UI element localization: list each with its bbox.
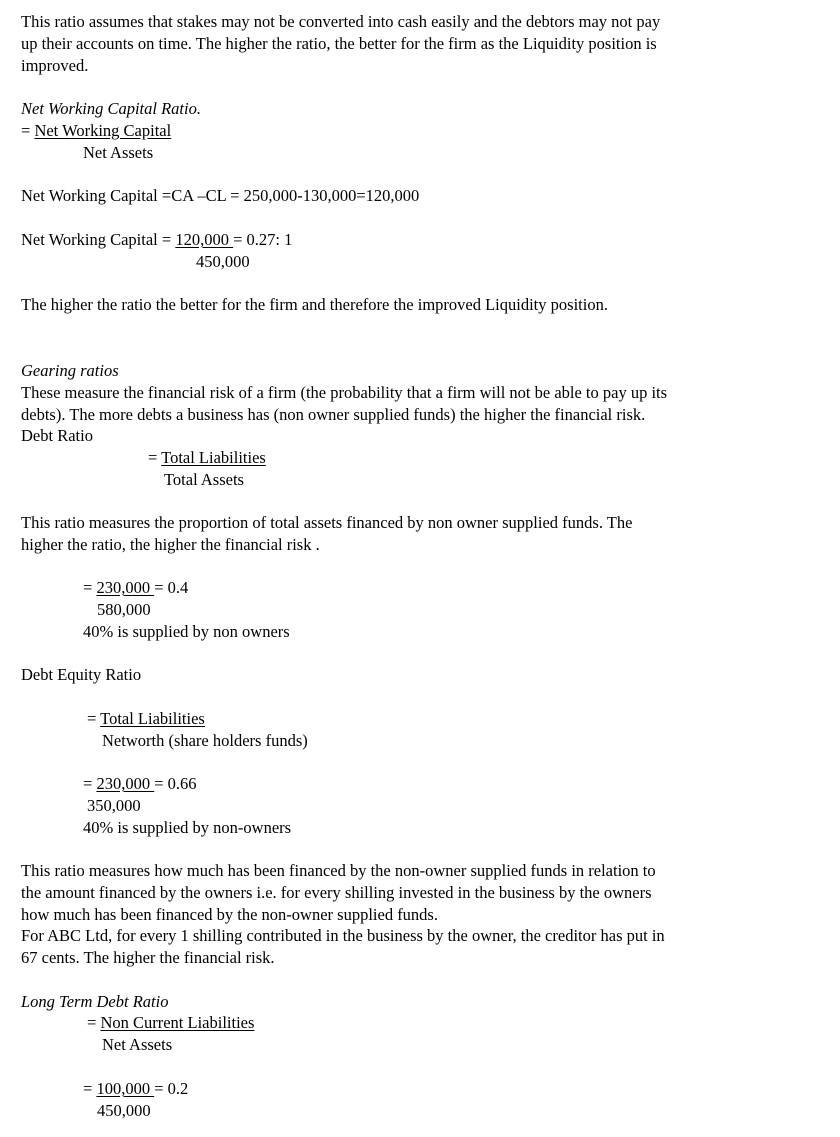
debt-ratio-note-2: higher the ratio, the higher the financial risk .: [21, 535, 320, 554]
ltd-heading: Long Term Debt Ratio: [21, 992, 169, 1011]
equals-sign: =: [83, 578, 97, 597]
ltd-calc-result: = 0.2: [154, 1079, 189, 1098]
gearing-line-1: These measure the financial risk of a firm (the probability that a firm will not be able to pay up its: [21, 383, 668, 402]
nwc-note: The higher the ratio the better for the firm and therefore the improved Liquidity position.: [21, 295, 608, 314]
debt-equity-calc-numerator: 230,000: [96, 774, 155, 793]
equals-sign: =: [83, 1079, 97, 1098]
equals-sign: =: [21, 121, 35, 140]
equals-sign: =: [148, 448, 162, 467]
equals-sign: =: [87, 1013, 101, 1032]
equals-sign: =: [83, 774, 97, 793]
debt-ratio-calc-result: = 0.4: [154, 578, 189, 597]
debt-equity-note-1: This ratio measures how much has been financed by the non-owner supplied funds in relation to: [21, 861, 656, 880]
debt-ratio-label: Debt Ratio: [21, 426, 93, 445]
debt-equity-denominator: Networth (share holders funds): [102, 731, 308, 750]
debt-equity-calc-note: 40% is supplied by non-owners: [83, 818, 292, 837]
debt-equity-note-3: how much has been financed by the non-owner supplied funds.: [21, 905, 438, 924]
debt-equity-calc-denominator: 350,000: [87, 796, 141, 815]
nwc-calc-line: Net Working Capital =CA –CL = 250,000-130,000=120,000: [21, 186, 420, 205]
gearing-line-2: debts). The more debts a business has (non owner supplied funds) the higher the financial risk.: [21, 405, 646, 424]
nwc-calc-ratio: [21, 229, 292, 251]
nwc-numerator: Net Working Capital: [34, 121, 172, 140]
intro-line-1: This ratio assumes that stakes may not be converted into cash easily and the debtors may not pay: [21, 12, 661, 31]
nwc-calc-result: = 0.27: 1: [233, 230, 293, 249]
ltd-formula: [87, 1012, 254, 1034]
debt-ratio-formula: [148, 447, 266, 469]
debt-equity-label: Debt Equity Ratio: [21, 665, 142, 684]
debt-ratio-note-1: This ratio measures the proportion of total assets financed by non owner supplied funds. The: [21, 513, 633, 532]
ltd-calc-denominator: 450,000: [97, 1101, 151, 1120]
debt-equity-note-2: the amount financed by the owners i.e. for every shilling invested in the business by the owners: [21, 883, 652, 902]
debt-ratio-calc-note: 40% is supplied by non owners: [83, 622, 290, 641]
intro-line-2: up their accounts on time. The higher the ratio, the better for the firm as the Liquidity position is: [21, 34, 657, 53]
nwc-denominator: Net Assets: [83, 143, 154, 162]
ltd-calc-numerator: 100,000: [96, 1079, 155, 1098]
debt-equity-formula: [87, 708, 205, 730]
nwc-calc-denominator: 450,000: [196, 252, 250, 271]
ltd-calc: [83, 1078, 188, 1100]
debt-ratio-calc-denominator: 580,000: [97, 600, 151, 619]
gearing-heading: Gearing ratios: [21, 361, 119, 380]
nwc-calc-numerator: 120,000: [175, 230, 234, 249]
debt-ratio-denominator: Total Assets: [164, 470, 244, 489]
debt-equity-calc: [83, 773, 197, 795]
nwc-calc-prefix: Net Working Capital =: [21, 230, 176, 249]
debt-ratio-numerator: Total Liabilities: [161, 448, 266, 467]
nwc-heading: Net Working Capital Ratio.: [21, 99, 201, 118]
debt-equity-note-5: 67 cents. The higher the financial risk.: [21, 948, 275, 967]
intro-line-3: improved.: [21, 56, 89, 75]
ltd-numerator: Non Current Liabilities: [100, 1013, 255, 1032]
debt-equity-numerator: Total Liabilities: [100, 709, 205, 728]
ltd-denominator: Net Assets: [102, 1035, 173, 1054]
debt-ratio-calc: [83, 577, 188, 599]
debt-ratio-calc-numerator: 230,000: [96, 578, 155, 597]
debt-equity-note-4: For ABC Ltd, for every 1 shilling contributed in the business by the owner, the creditor has put in: [21, 926, 665, 945]
debt-equity-calc-result: = 0.66: [154, 774, 197, 793]
nwc-formula-numerator: [21, 120, 171, 142]
equals-sign: =: [87, 709, 101, 728]
